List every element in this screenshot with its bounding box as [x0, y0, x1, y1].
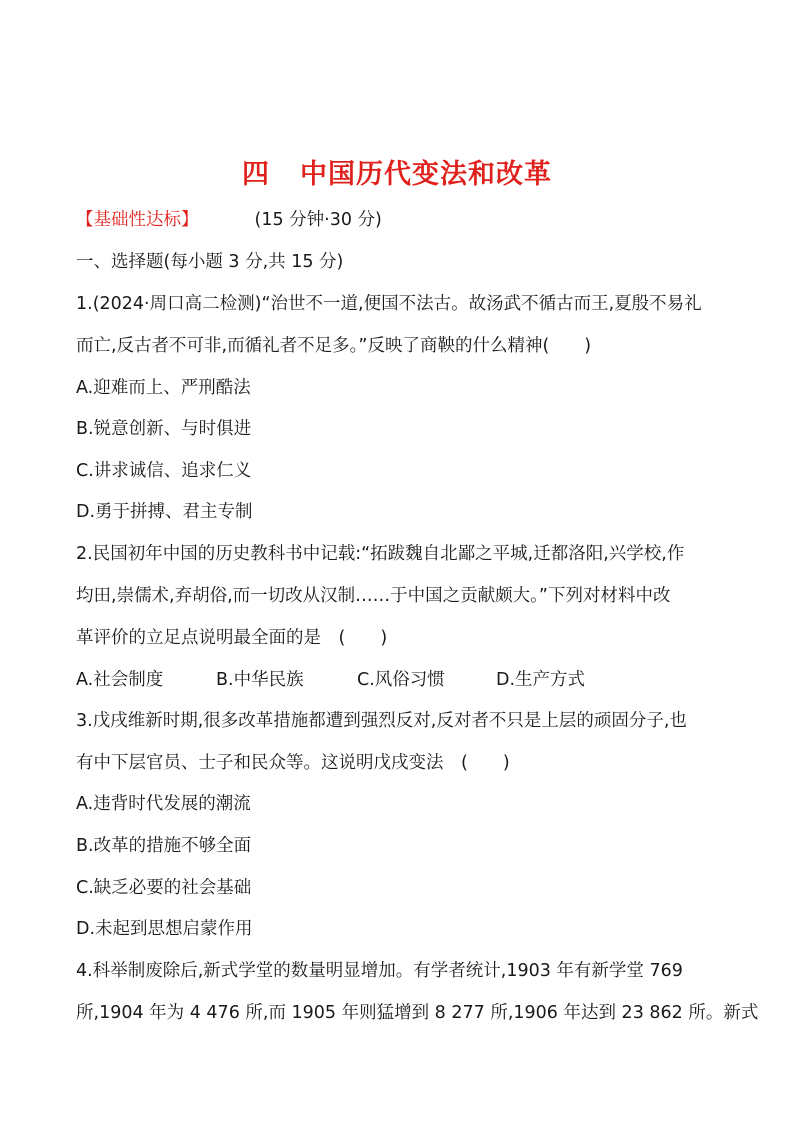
question-1-line-2: 而亡,反古者不可非,而循礼者不足多。”反映了商鞅的什么精神( ) — [76, 336, 592, 356]
title-text: 中国历代变法和改革 — [300, 159, 552, 190]
title-number: 四 — [242, 159, 270, 190]
question-2-option-a: A.社会制度 — [76, 670, 164, 690]
section-time: (15 分钟·30 分) — [254, 210, 382, 230]
question-2-line-2: 均田,崇儒术,弃胡俗,而一切改从汉制……于中国之贡献颇大。”下列对材料中改 — [76, 586, 671, 606]
question-3-option-d: D.未起到思想启蒙作用 — [76, 919, 253, 939]
question-1-option-d: D.勇于拼搏、君主专制 — [76, 502, 253, 522]
part-heading: 一、选择题(每小题 3 分,共 15 分) — [76, 252, 344, 272]
question-4-line-1: 4.科举制废除后,新式学堂的数量明显增加。有学者统计,1903 年有新学堂 769 — [76, 961, 683, 981]
question-1-line-1: 1.(2024·周口高二检测)“治世不一道,便国不法古。故汤武不循古而王,夏殷不易礼 — [76, 294, 702, 314]
question-3-line-1: 3.戊戌维新时期,很多改革措施都遭到强烈反对,反对者不只是上层的顽固分子,也 — [76, 711, 687, 731]
question-2-option-c: C.风俗习惯 — [357, 670, 445, 690]
question-2-line-3: 革评价的立足点说明最全面的是 ( ) — [76, 628, 388, 648]
question-2-option-b: B.中华民族 — [216, 670, 304, 690]
question-2-options — [76, 668, 585, 692]
question-3-line-2: 有中下层官员、士子和民众等。这说明戊戌变法 ( ) — [76, 753, 510, 773]
question-3-option-c: C.缺乏必要的社会基础 — [76, 878, 252, 898]
section-header — [76, 208, 382, 232]
page-title — [0, 152, 794, 191]
question-2-line-1: 2.民国初年中国的历史教科书中记载:“拓跋魏自北鄙之平城,迁都洛阳,兴学校,作 — [76, 544, 685, 564]
section-tag: 【基础性达标】 — [76, 210, 199, 230]
question-4-line-2: 所,1904 年为 4 476 所,而 1905 年则猛增到 8 277 所,1906 年达到 23 862 所。新式 — [76, 1003, 759, 1023]
question-1-option-a: A.迎难而上、严刑酷法 — [76, 378, 251, 398]
question-3-option-a: A.违背时代发展的潮流 — [76, 794, 251, 814]
question-1-option-c: C.讲求诚信、追求仁义 — [76, 461, 252, 481]
question-3-option-b: B.改革的措施不够全面 — [76, 836, 252, 856]
question-2-option-d: D.生产方式 — [496, 670, 586, 690]
question-1-option-b: B.锐意创新、与时俱进 — [76, 419, 252, 439]
